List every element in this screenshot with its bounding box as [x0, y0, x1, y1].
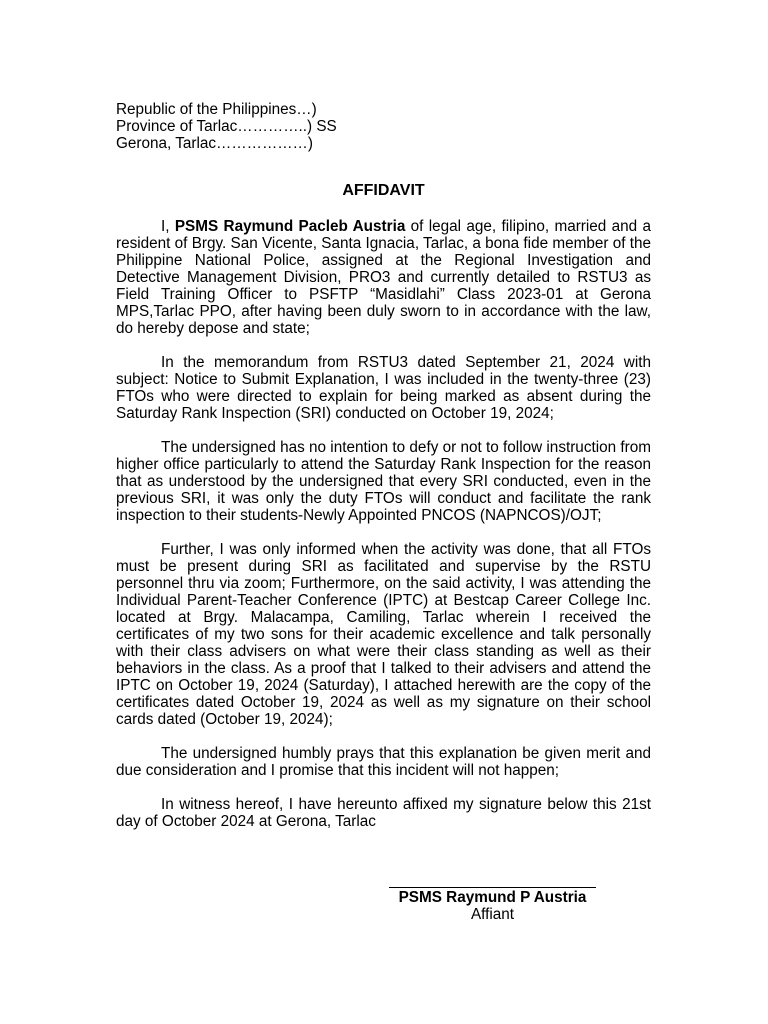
- document-body: [116, 101, 651, 847]
- signature-line: [389, 887, 596, 888]
- paragraph-identity-lead: I,: [161, 218, 175, 235]
- paragraph-witness: In witness hereof, I have hereunto affixed my signature below this 21st day of October 2024 at Gerona, Tarlac: [116, 796, 651, 830]
- paragraph-identity: [116, 218, 651, 337]
- venue-municipality: Gerona, Tarlac………………): [116, 135, 313, 152]
- venue-province: Province of Tarlac…………..) SS: [116, 118, 337, 135]
- paragraph-intention: The undersigned has no intention to defy or not to follow instruction from higher office particularly to attend the Saturday Rank Inspection for the reason that as understood by the undersigned that every SRI conducted, even in the previous SRI, it was only the duty FTOs will conduct and facilitate the rank inspection to their students-Newly Appointed PNCOS (NAPNCOS)/OJT;: [116, 439, 651, 524]
- venue-block: [116, 101, 651, 152]
- document-title: AFFIDAVIT: [342, 182, 425, 199]
- affiant-full-name: PSMS Raymund Pacleb Austria: [174, 218, 406, 235]
- paragraph-memorandum: In the memorandum from RSTU3 dated September 21, 2024 with subject: Notice to Submit Explanation, I was included in the twenty-three (23) FTOs who were directed to explain for being marked as absent during the Saturday Rank Inspection (SRI) conducted on October 19, 2024;: [116, 354, 651, 422]
- venue-republic: Republic of the Philippines…): [116, 101, 317, 118]
- signatory-name: PSMS Raymund P Austria: [398, 889, 587, 906]
- paragraph-identity-rest: of legal age, filipino, married and a resident of Brgy. San Vicente, Santa Ignacia, Tarlac, a bona fide member of the Philippine National Police, assigned at the Regional Investigation and Detective Management Division, PRO3 and currently detailed to RSTU3 as Field Training Officer to PSFTP “Masidlahi” Class 2023-01 at Gerona MPS,Tarlac PPO, after having been duly sworn to in accordance with the law, do hereby depose and state;: [116, 218, 652, 337]
- signature-block: [389, 887, 596, 923]
- paragraph-prayer: The undersigned humbly prays that this explanation be given merit and due consideration and I promise that this incident will not happen;: [116, 745, 651, 779]
- paragraph-explanation: Further, I was only informed when the activity was done, that all FTOs must be present during SRI as facilitated and supervise by the RSTU personnel thru via zoom; Furthermore, on the said activity, I was attending the Individual Parent-Teacher Conference (IPTC) at Bestcap Career College Inc. located at Brgy. Malacampa, Camiling, Tarlac wherein I received the certificates of my two sons for their academic excellence and talk personally with their class advisers on what were their class standing as well as their behaviors in the class. As a proof that I talked to their advisers and attend the IPTC on October 19, 2024 (Saturday), I attached herewith are the copy of the certificates dated October 19, 2024 as well as my signature on their school cards dated (October 19, 2024);: [116, 541, 651, 728]
- signatory-role: Affiant: [470, 906, 515, 923]
